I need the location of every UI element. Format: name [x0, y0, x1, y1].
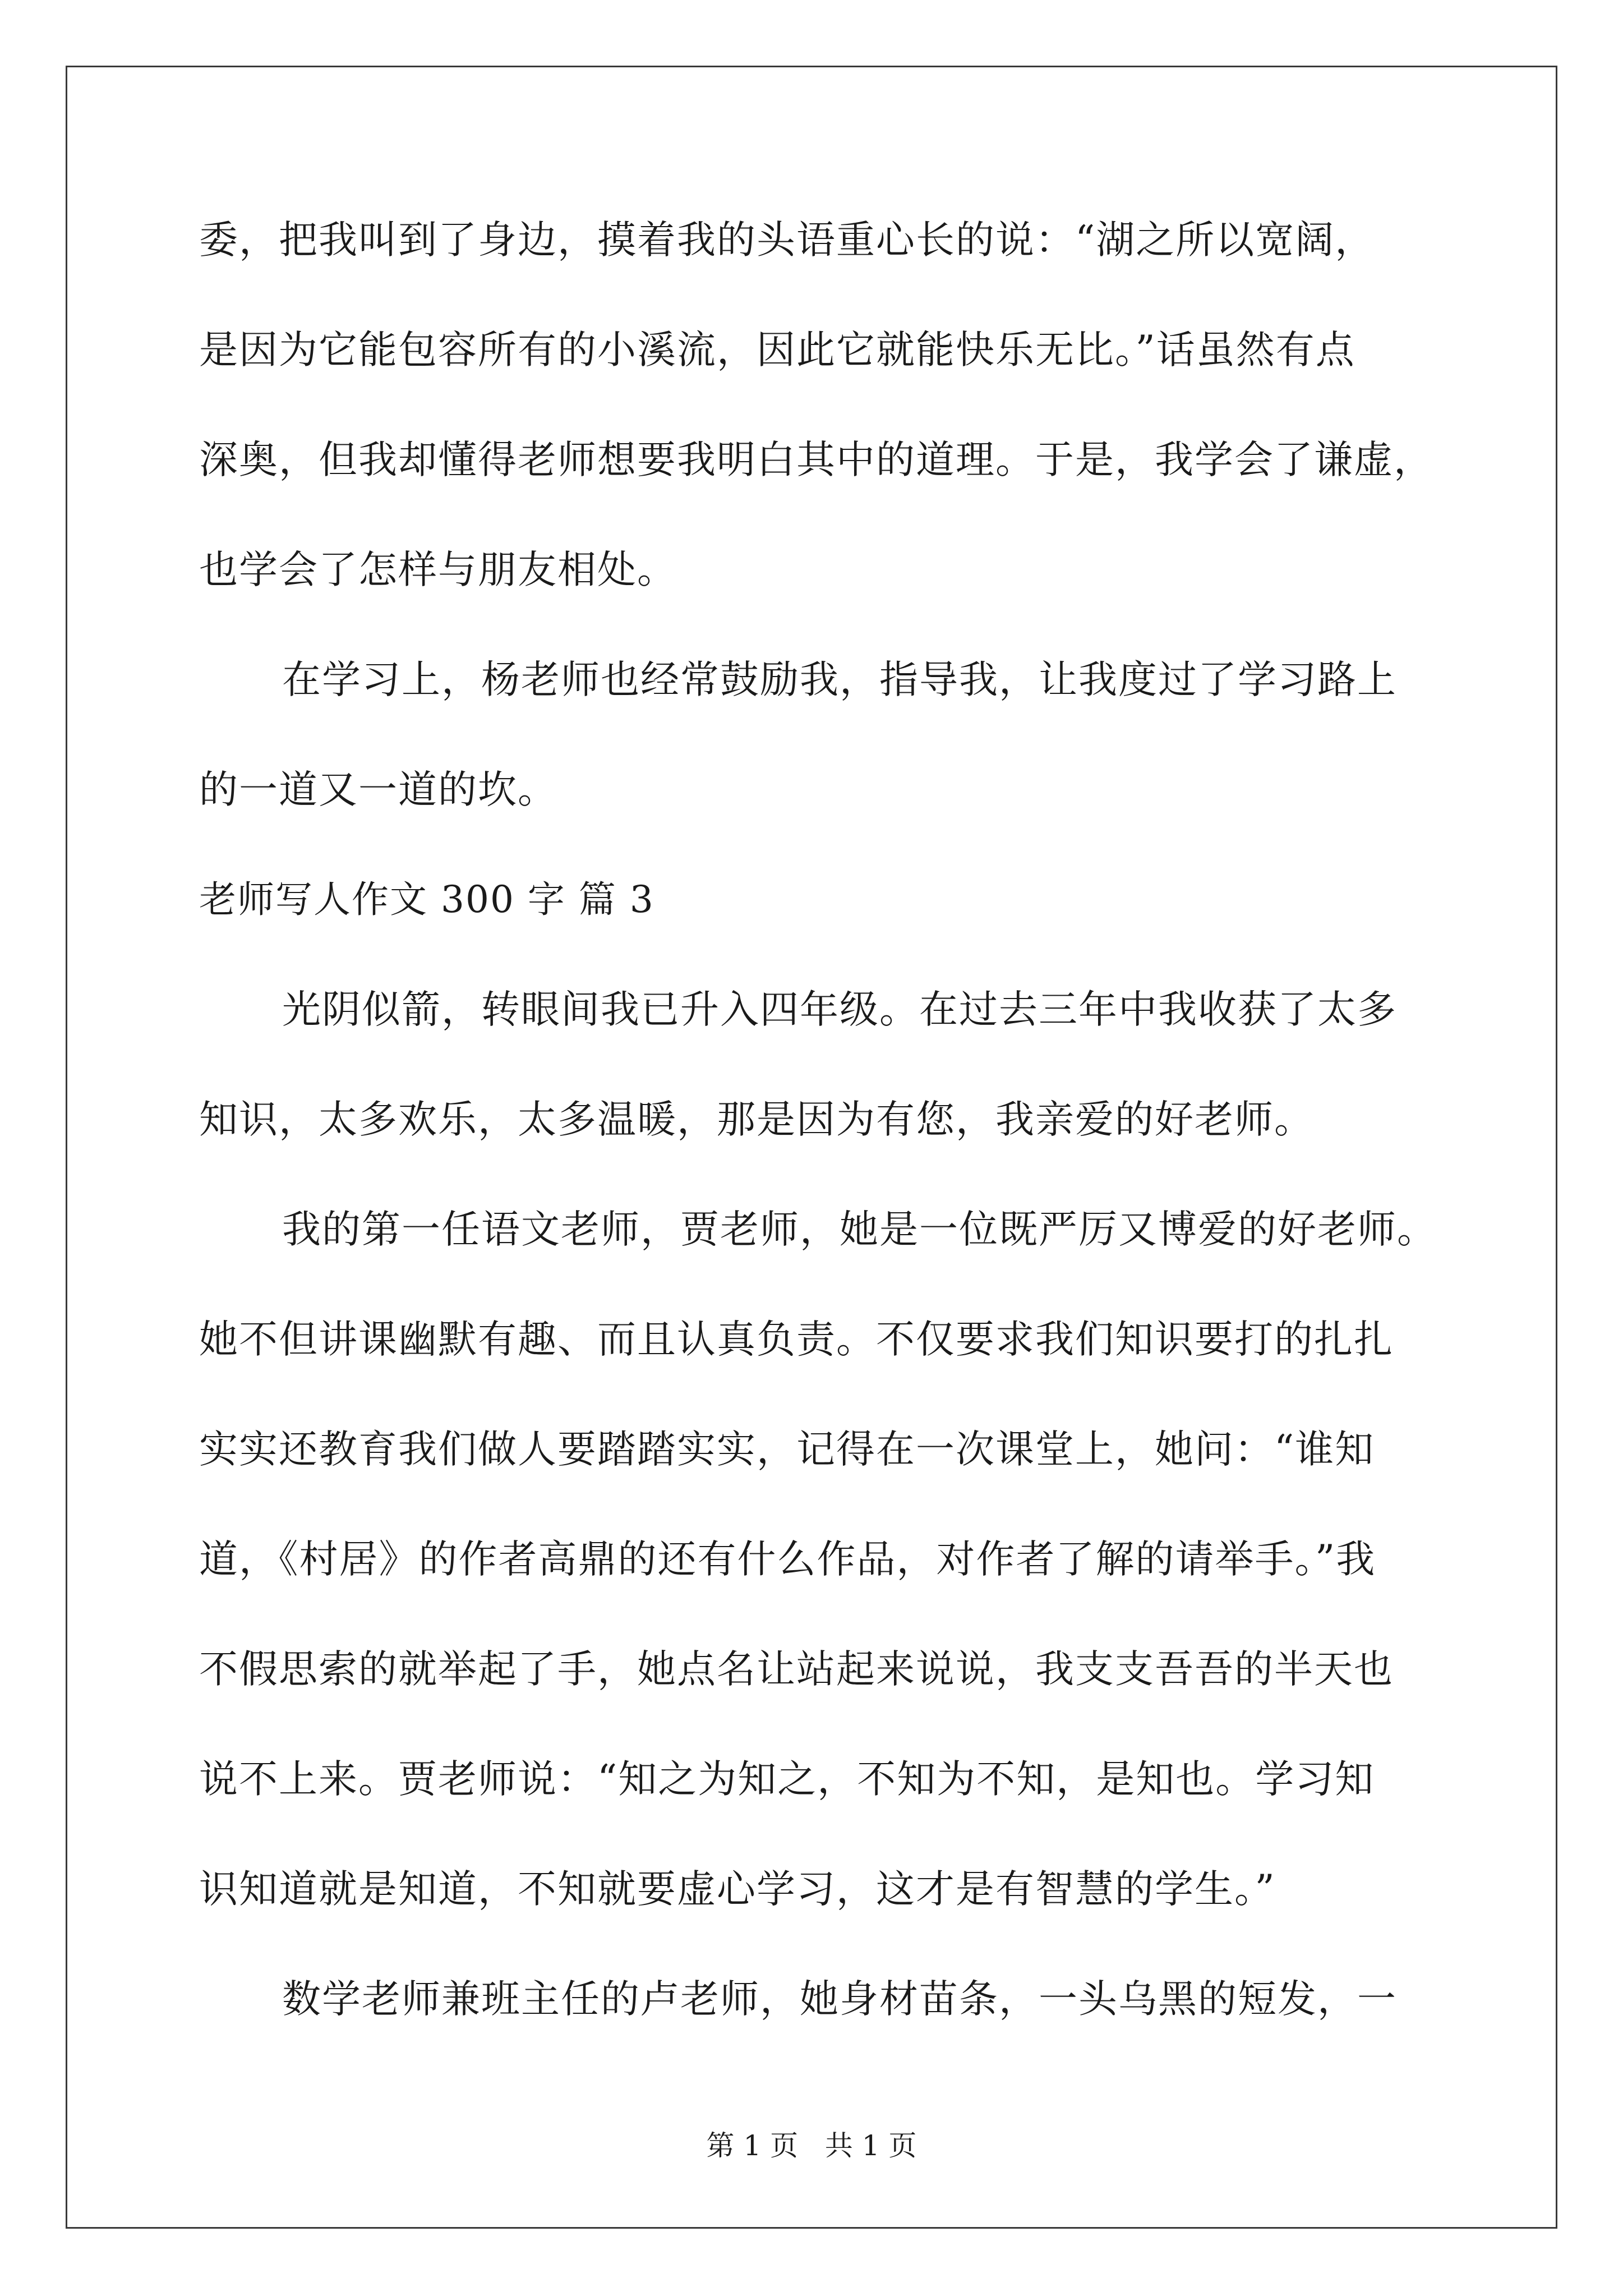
- text-line: 在学习上，杨老师也经常鼓励我，指导我，让我度过了学习路上: [282, 657, 1397, 702]
- text-line: 识知道就是知道，不知就要虚心学习，这才是有智慧的学生。”: [199, 1867, 1276, 1912]
- text-line: 数学老师兼班主任的卢老师，她身材苗条，一头乌黑的短发，一: [282, 1977, 1397, 2022]
- text-line: 说不上来。贾老师说：“知之为知之，不知为不知，是知也。学习知: [199, 1757, 1375, 1802]
- text-line: 不假思索的就举起了手，她点名让站起来说说，我支支吾吾的半天也: [199, 1647, 1394, 1692]
- text-line: 的一道又一道的坎。: [199, 767, 557, 812]
- text-line: 委，把我叫到了身边，摸着我的头语重心长的说：“湖之所以宽阔，: [199, 218, 1375, 263]
- page-footer: 第 1 页 共 1 页: [706, 2129, 917, 2162]
- text-line: 光阴似箭，转眼间我已升入四年级。在过去三年中我收获了太多: [282, 987, 1397, 1032]
- text-line: 也学会了怎样与朋友相处。: [199, 547, 677, 592]
- text-line: 她不但讲课幽默有趣、而且认真负责。不仅要求我们知识要打的扎扎: [199, 1317, 1394, 1362]
- text-line: 道，《村居》的作者高鼎的还有什么作品，对作者了解的请举手。”我: [199, 1537, 1376, 1582]
- text-line: 是因为它能包容所有的小溪流，因此它就能快乐无比。”话虽然有点: [199, 328, 1355, 372]
- text-line: 实实还教育我们做人要踏踏实实，记得在一次课堂上，她问：“谁知: [199, 1427, 1375, 1472]
- section-heading: 老师写人作文 300 字 篇 3: [199, 878, 654, 921]
- document-body: [199, 185, 1455, 2054]
- text-line: 知识，太多欢乐，太多温暖，那是因为有您，我亲爱的好老师。: [199, 1097, 1314, 1142]
- text-line: 我的第一任语文老师，贾老师，她是一位既严厉又博爱的好老师。: [282, 1207, 1437, 1252]
- text-line: 深奥，但我却懂得老师想要我明白其中的道理。于是，我学会了谦虚，: [199, 438, 1433, 482]
